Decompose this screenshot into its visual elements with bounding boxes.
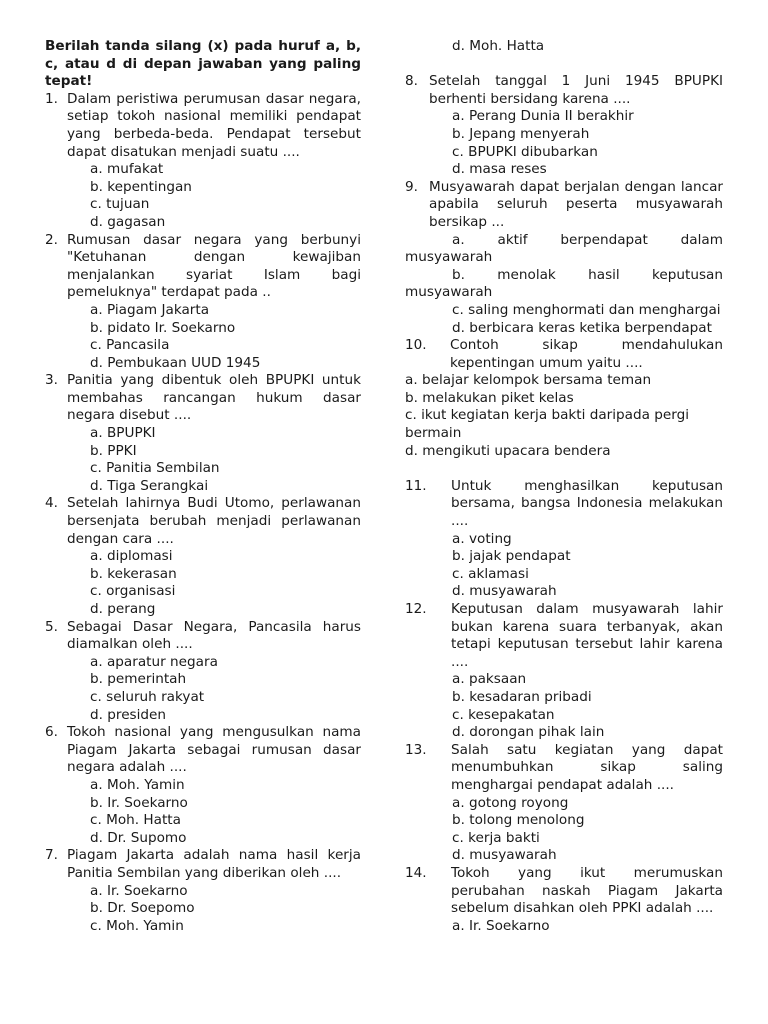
question-7	[45, 847, 361, 935]
option-item[interactable]: c. kesepakatan	[452, 706, 555, 723]
question-number: 1.	[45, 90, 58, 107]
option-item[interactable]: b. jajak pendapat	[452, 548, 571, 565]
option-item[interactable]: d. mengikuti upacara bendera	[405, 442, 611, 459]
question-number: 10.	[405, 337, 427, 354]
question-text: Sebagai Dasar Negara, Pancasila harus diamalkan oleh ....	[67, 618, 361, 653]
question-number: 11.	[405, 477, 427, 494]
question-text: Panitia yang dibentuk oleh BPUPKI untuk membahas rancangan hukum dasar negara disebut ....	[67, 372, 361, 424]
option-item[interactable]: c. Panitia Sembilan	[90, 460, 220, 477]
question-text: Piagam Jakarta adalah nama hasil kerja Panitia Sembilan yang diberikan oleh ....	[67, 847, 361, 881]
option-item[interactable]: c. organisasi	[90, 583, 176, 600]
question-number: 13.	[405, 741, 427, 758]
option-list	[45, 654, 361, 724]
option-item[interactable]: c. saling menghormati dan menghargai	[452, 301, 721, 318]
option-list	[45, 161, 361, 231]
option-item[interactable]: c. tujuan	[90, 196, 150, 213]
question-number: 4.	[45, 495, 58, 512]
option-item[interactable]: a. paksaan	[452, 671, 527, 688]
option-item[interactable]: d. masa reses	[452, 161, 547, 178]
option-item[interactable]: d. dorongan pihak lain	[452, 724, 605, 741]
option-item[interactable]: a. gotong royong	[452, 794, 569, 811]
option-item[interactable]: b. melakukan piket kelas	[405, 389, 574, 406]
option-list	[45, 777, 361, 847]
option-item[interactable]: a. voting	[452, 530, 512, 547]
continued-options	[405, 38, 723, 56]
option-list	[405, 918, 723, 936]
spacer	[405, 460, 723, 478]
question-number: 3.	[45, 372, 58, 389]
question-text: Salah satu kegiatan yang dapat menumbuhkan sikap saling menghargai pendapat adalah ....	[451, 741, 723, 793]
question-text: Setelah tanggal 1 Juni 1945 BPUPKI berhenti bersidang karena ....	[429, 73, 723, 107]
question-13	[405, 742, 723, 865]
option-item[interactable]: a. mufakat	[90, 161, 164, 178]
option-item[interactable]: c. seluruh rakyat	[90, 688, 205, 705]
question-text: Musyawarah dapat berjalan dengan lancar apabila seluruh peserta musyawarah bersikap ...	[429, 178, 723, 230]
option-item[interactable]: d. berbicara keras ketika berpendapat	[452, 319, 712, 336]
question-1	[45, 91, 361, 232]
right-question-list	[405, 478, 723, 935]
question-11	[405, 478, 723, 601]
option-list	[405, 108, 723, 178]
option-item[interactable]: b. pemerintah	[90, 671, 187, 688]
question-number: 12.	[405, 601, 427, 617]
question-number: 9.	[405, 178, 418, 195]
option-item[interactable]: b. Dr. Soepomo	[90, 900, 195, 917]
option-item[interactable]: a. Moh. Yamin	[90, 776, 185, 793]
option-item[interactable]: b. Jepang menyerah	[452, 125, 590, 142]
option-item[interactable]: b. pidato Ir. Soekarno	[90, 319, 236, 336]
question-text: Rumusan dasar negara yang berbunyi "Ketuhanan dengan kewajiban menjalankan syariat Islam bagi pemeluknya" terdapat pada ..	[67, 231, 361, 301]
question-number: 8.	[405, 73, 418, 90]
question-text: Dalam peristiwa perumusan dasar negara, setiap tokoh nasional memiliki pendapat yang berbeda-beda. Pendapat tersebut dapat disatukan menjadi suatu ....	[67, 90, 361, 160]
option-item[interactable]: b. PPKI	[90, 442, 137, 459]
option-list	[45, 302, 361, 372]
option-item[interactable]: a. Perang Dunia II berakhir	[452, 108, 634, 125]
instruction-text: Berilah tanda silang (x) pada huruf a, b, c, atau d di depan jawaban yang paling tepat!	[45, 38, 361, 90]
option-item[interactable]: a. belajar kelompok bersama teman	[405, 372, 652, 389]
option-item[interactable]: b. menolak hasil keputusan musyawarah	[405, 266, 723, 301]
question-2	[45, 232, 361, 373]
option-item[interactable]: b. kesadaran pribadi	[452, 688, 592, 705]
option-item[interactable]: a. BPUPKI	[90, 425, 156, 442]
option-item[interactable]: a. diplomasi	[90, 548, 173, 565]
option-item[interactable]: c. kerja bakti	[452, 829, 540, 846]
option-item[interactable]: d. musyawarah	[452, 847, 557, 864]
option-item[interactable]: b. tolong menolong	[452, 812, 585, 829]
option-item[interactable]: a. Ir. Soekarno	[452, 917, 550, 934]
option-list	[45, 425, 361, 495]
option-item[interactable]: c. Pancasila	[90, 337, 170, 354]
option-item[interactable]: b. kekerasan	[90, 565, 177, 582]
option-item[interactable]: c. ikut kegiatan kerja bakti daripada pergi bermain	[405, 407, 690, 442]
option-list	[405, 795, 723, 865]
option-item[interactable]: c. BPUPKI dibubarkan	[452, 143, 598, 160]
question-4	[45, 495, 361, 618]
option-list	[45, 883, 361, 936]
question-text: Untuk menghasilkan keputusan bersama, bangsa Indonesia melakukan ....	[451, 477, 723, 530]
question-3	[45, 372, 361, 495]
option-item[interactable]: d. Tiga Serangkai	[90, 477, 209, 494]
option-item[interactable]: b. kepentingan	[90, 178, 192, 195]
option-item[interactable]: d. perang	[90, 601, 156, 617]
question-text: Contoh sikap mendahulukan kepentingan umum yaitu ....	[450, 337, 723, 371]
option-item[interactable]: d. musyawarah	[452, 583, 557, 600]
right-column	[405, 38, 723, 935]
option-item[interactable]: b. Ir. Soekarno	[90, 794, 188, 811]
question-number: 2.	[45, 231, 58, 248]
question-text: Tokoh yang ikut merumuskan perubahan naskah Piagam Jakarta sebelum disahkan oleh PPKI adalah ....	[451, 864, 723, 917]
question-number: 14.	[405, 864, 427, 881]
option-item[interactable]: c. Moh. Yamin	[90, 917, 184, 934]
option-item[interactable]: d. presiden	[90, 706, 167, 723]
question-8	[405, 73, 723, 179]
option-list	[405, 531, 723, 601]
question-number: 7.	[45, 847, 58, 864]
question-text: Setelah lahirnya Budi Utomo, perlawanan bersenjata berubah menjadi perlawanan dengan cara ....	[67, 495, 361, 547]
question-number: 6.	[45, 724, 58, 741]
option-item[interactable]: c. Moh. Hatta	[90, 812, 181, 829]
option-item[interactable]: a. aparatur negara	[90, 653, 218, 670]
option-item[interactable]: d. gagasan	[90, 213, 166, 230]
spacer	[405, 56, 723, 74]
left-column	[45, 38, 361, 935]
option-list	[405, 372, 723, 460]
option-list	[405, 671, 723, 741]
option-item[interactable]: d. Dr. Supomo	[90, 829, 187, 846]
question-text: Keputusan dalam musyawarah lahir bukan karena suara terbanyak, akan tetapi keputusan tersebut lahir karena ....	[451, 601, 723, 670]
question-number: 5.	[45, 618, 58, 635]
question-10	[405, 337, 723, 460]
option-item[interactable]: d. Moh. Hatta	[452, 38, 545, 54]
question-text: Tokoh nasional yang mengusulkan nama Piagam Jakarta sebagai rumusan dasar negara adalah ....	[67, 724, 361, 776]
question-12	[405, 601, 723, 742]
left-question-list	[45, 91, 361, 936]
option-list	[405, 232, 723, 338]
question-5	[45, 619, 361, 725]
question-14	[405, 865, 723, 935]
question-9	[405, 179, 723, 337]
option-list	[45, 548, 361, 618]
option-item[interactable]: a. Ir. Soekarno	[90, 882, 188, 899]
option-item[interactable]: c. aklamasi	[452, 565, 529, 582]
option-item[interactable]: a. Piagam Jakarta	[90, 301, 210, 318]
option-item[interactable]: a. aktif berpendapat dalam musyawarah	[405, 231, 723, 266]
option-item[interactable]: d. Pembukaan UUD 1945	[90, 354, 261, 371]
question-6	[45, 724, 361, 847]
